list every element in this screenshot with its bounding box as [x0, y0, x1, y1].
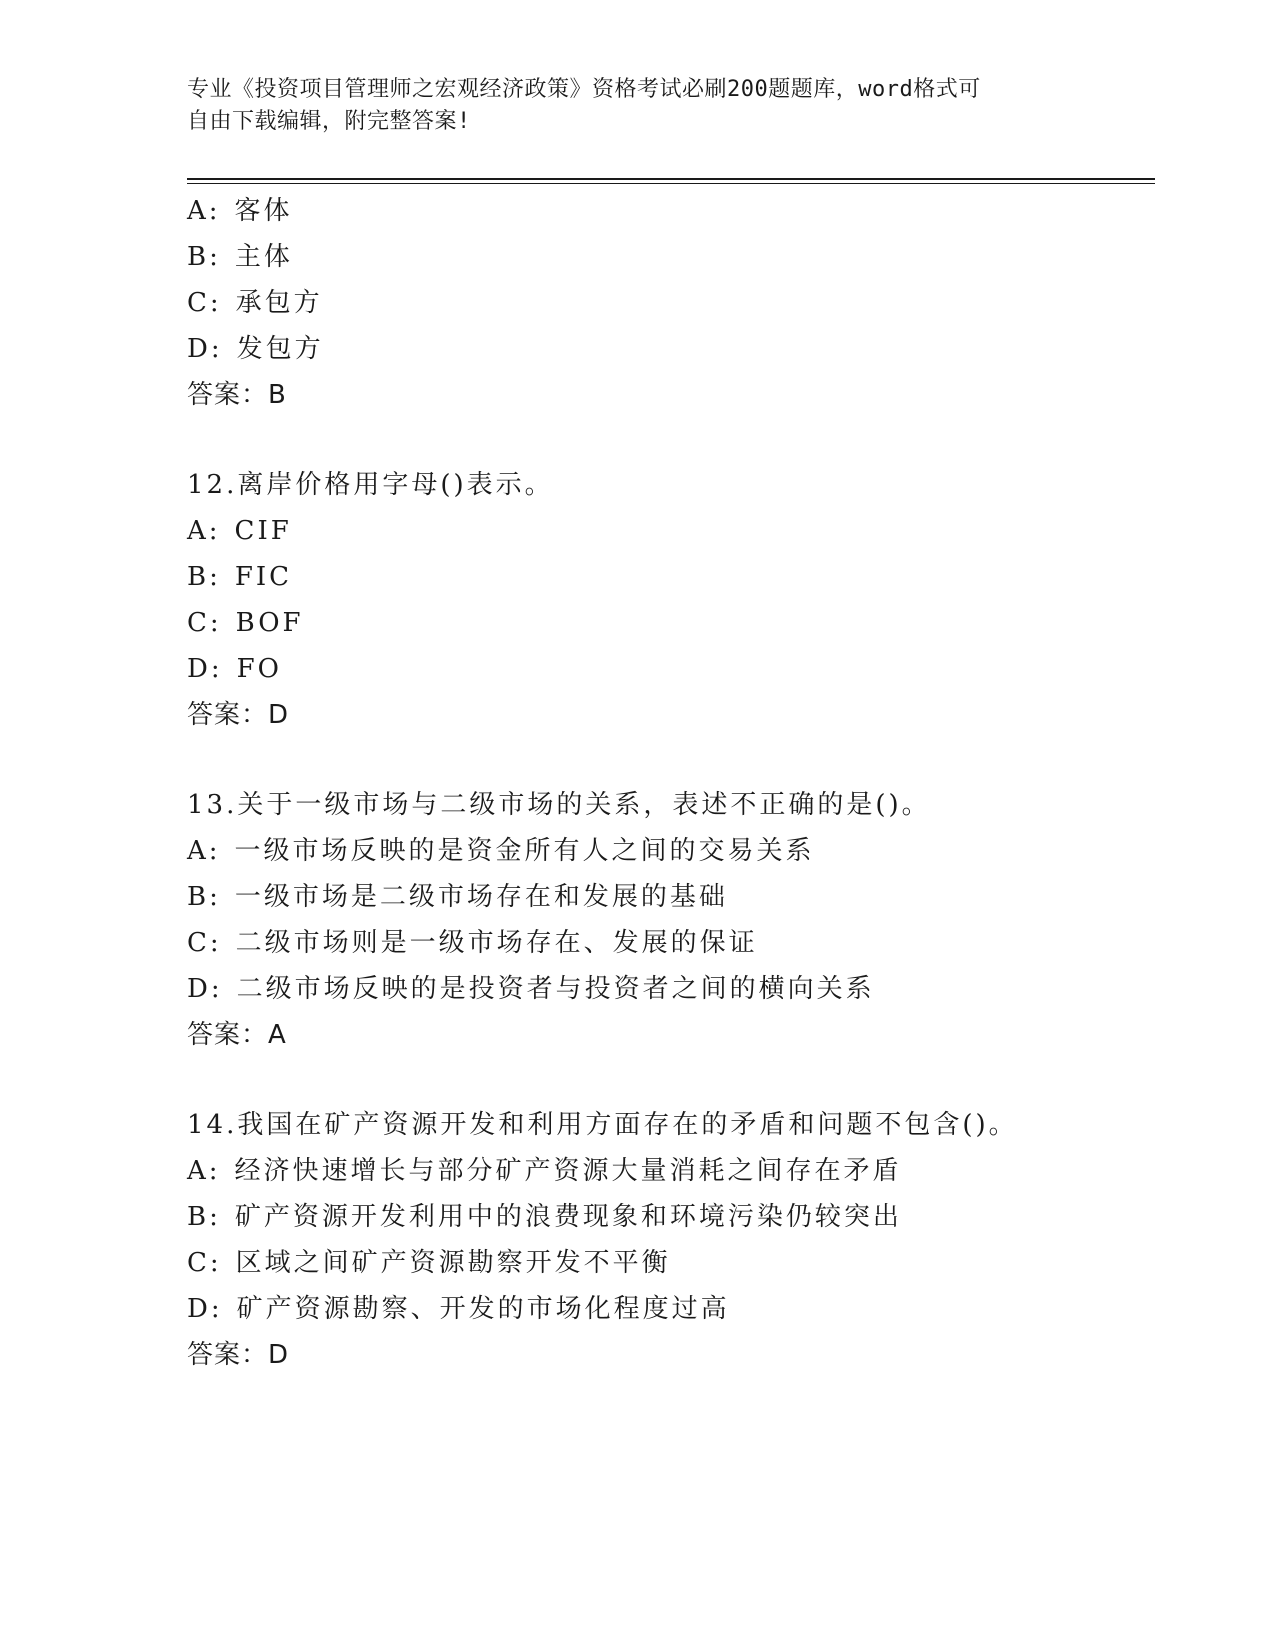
option-text: 矿产资源勘察、开发的市场化程度过高 — [236, 1294, 730, 1324]
question-13 — [187, 782, 1155, 1058]
answer-line: 答案：D — [187, 700, 290, 730]
question-11-continued — [187, 188, 1155, 418]
answer-line: 答案：A — [187, 1020, 287, 1050]
option-text: FIC — [234, 562, 293, 592]
question-stem: 13.关于一级市场与二级市场的关系，表述不正确的是()。 — [187, 790, 931, 820]
header-line-1: 专业《投资项目管理师之宏观经济政策》资格考试必刷200题题库，word格式可 — [187, 77, 981, 102]
question-14 — [187, 1102, 1155, 1378]
spacer — [187, 418, 1155, 462]
option-label: A: — [187, 196, 221, 226]
option-label: D: — [187, 1294, 223, 1324]
option-label: A: — [187, 836, 221, 866]
option-text: 二级市场反映的是投资者与投资者之间的横向关系 — [236, 974, 875, 1004]
header-line-2: 自由下载编辑，附完整答案! — [187, 109, 471, 134]
option-label: C: — [187, 928, 222, 958]
header-rule-thick — [187, 178, 1155, 180]
option-a — [187, 828, 1155, 874]
question-stem: 12.离岸价格用字母()表示。 — [187, 470, 554, 500]
option-label: C: — [187, 608, 222, 638]
spacer — [187, 1058, 1155, 1102]
option-text: FO — [236, 654, 282, 684]
option-label: C: — [187, 288, 222, 318]
option-text: 二级市场则是一级市场存在、发展的保证 — [235, 928, 758, 958]
option-a — [187, 188, 1155, 234]
option-b — [187, 234, 1155, 280]
option-label: B: — [187, 882, 221, 912]
option-label: A: — [187, 1156, 221, 1186]
answer-line: 答案：D — [187, 1340, 290, 1370]
option-c — [187, 1240, 1155, 1286]
option-text: 主体 — [234, 242, 293, 272]
header-rule-thin — [187, 183, 1155, 184]
option-text: 经济快速增长与部分矿产资源大量消耗之间存在矛盾 — [234, 1156, 902, 1186]
option-b — [187, 554, 1155, 600]
option-text: CIF — [234, 516, 292, 546]
option-b — [187, 1194, 1155, 1240]
option-label: D: — [187, 334, 223, 364]
option-label: B: — [187, 1202, 221, 1232]
question-stem: 14.我国在矿产资源开发和利用方面存在的矛盾和问题不包含()。 — [187, 1110, 1018, 1140]
option-c — [187, 600, 1155, 646]
option-label: D: — [187, 974, 223, 1004]
option-text: 一级市场是二级市场存在和发展的基础 — [234, 882, 728, 912]
option-a — [187, 508, 1155, 554]
spacer — [187, 738, 1155, 782]
answer-line: 答案：B — [187, 380, 287, 410]
option-c — [187, 920, 1155, 966]
option-text: 承包方 — [235, 288, 323, 318]
option-d — [187, 326, 1155, 372]
option-d — [187, 966, 1155, 1012]
document-header — [187, 74, 1067, 138]
option-b — [187, 874, 1155, 920]
option-c — [187, 280, 1155, 326]
option-text: 区域之间矿产资源勘察开发不平衡 — [235, 1248, 671, 1278]
option-label: C: — [187, 1248, 222, 1278]
option-text: 矿产资源开发利用中的浪费现象和环境污染仍较突出 — [234, 1202, 902, 1232]
option-text: 一级市场反映的是资金所有人之间的交易关系 — [234, 836, 815, 866]
option-a — [187, 1148, 1155, 1194]
option-label: B: — [187, 562, 221, 592]
option-d — [187, 646, 1155, 692]
option-label: D: — [187, 654, 223, 684]
question-list — [187, 188, 1155, 1378]
option-text: 客体 — [234, 196, 293, 226]
option-text: 发包方 — [236, 334, 324, 364]
option-label: B: — [187, 242, 221, 272]
option-label: A: — [187, 516, 221, 546]
option-text: BOF — [235, 608, 304, 638]
question-12 — [187, 462, 1155, 738]
option-d — [187, 1286, 1155, 1332]
